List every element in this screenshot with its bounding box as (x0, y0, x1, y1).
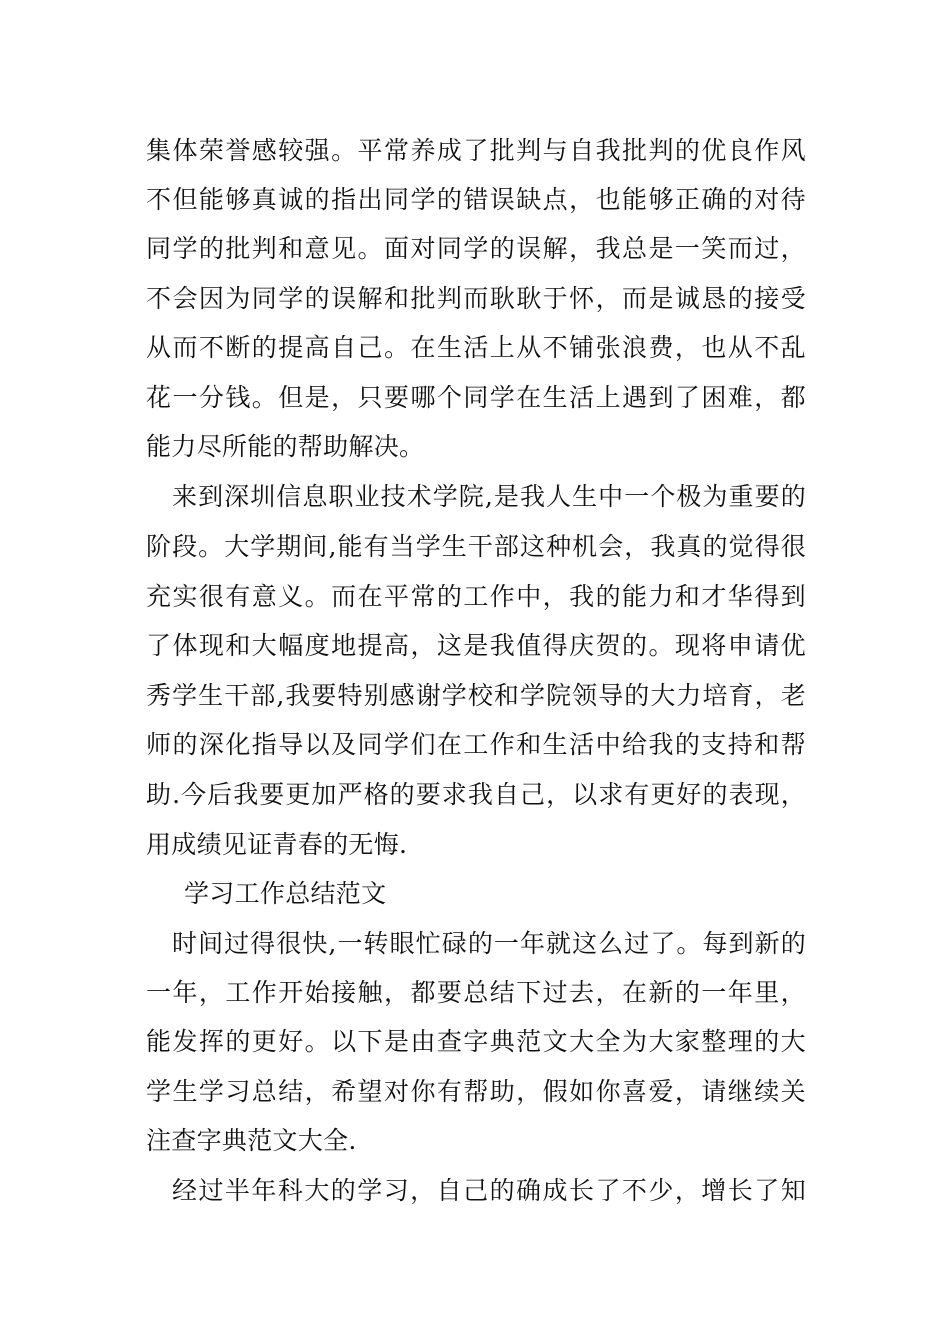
text-line: 用成绩见证青春的无悔. (146, 830, 408, 859)
text-line: 充实很有意义。而在平常的工作中，我的能力和才华得到 (146, 582, 806, 611)
text-line: 从而不断的提高自己。在生活上从不铺张浪费，也从不乱 (146, 333, 806, 362)
text-line: 助.今后我要更加严格的要求我自己，以求有更好的表现， (146, 780, 806, 809)
section-heading: 学习工作总结范文 (184, 879, 387, 908)
text-line: 同学的批判和意见。面对同学的误解，我总是一笑而过， (146, 234, 806, 263)
paragraph-first-line: 时间过得很快,一转眼忙碌的一年就这么过了。每到新的 (172, 929, 806, 958)
paragraph-first-line: 来到深圳信息职业技术学院,是我人生中一个极为重要的 (172, 482, 806, 511)
text-line: 注查字典范文大全. (146, 1126, 357, 1155)
text-line: 能发挥的更好。以下是由查字典范文大全为大家整理的大 (146, 1027, 806, 1056)
text-line: 阶段。大学期间,能有当学生干部这种机会，我真的觉得很 (146, 532, 806, 561)
text-line: 集体荣誉感较强。平常养成了批判与自我批判的优良作风 (146, 136, 806, 165)
text-line: 能力尽所能的帮助解决。 (146, 432, 425, 461)
text-line: 不会因为同学的误解和批判而耿耿于怀，而是诚恳的接受 (146, 284, 806, 313)
text-line: 学生学习总结，希望对你有帮助，假如你喜爱，请继续关 (146, 1077, 806, 1106)
text-line: 秀学生干部,我要特别感谢学校和学院领导的大力培育，老 (146, 681, 806, 710)
text-line: 花一分钱。但是，只要哪个同学在生活上遇到了困难，都 (146, 383, 806, 412)
text-line: 师的深化指导以及同学们在工作和生活中给我的支持和帮 (146, 730, 806, 759)
text-line: 一年，工作开始接触，都要总结下过去，在新的一年里， (146, 978, 806, 1007)
paragraph-first-line: 经过半年科大的学习，自己的确成长了不少，增长了知 (172, 1176, 806, 1205)
text-line: 了体现和大幅度地提高，这是我值得庆贺的。现将申请优 (146, 631, 806, 660)
text-line: 不但能够真诚的指出同学的错误缺点，也能够正确的对待 (146, 185, 806, 214)
